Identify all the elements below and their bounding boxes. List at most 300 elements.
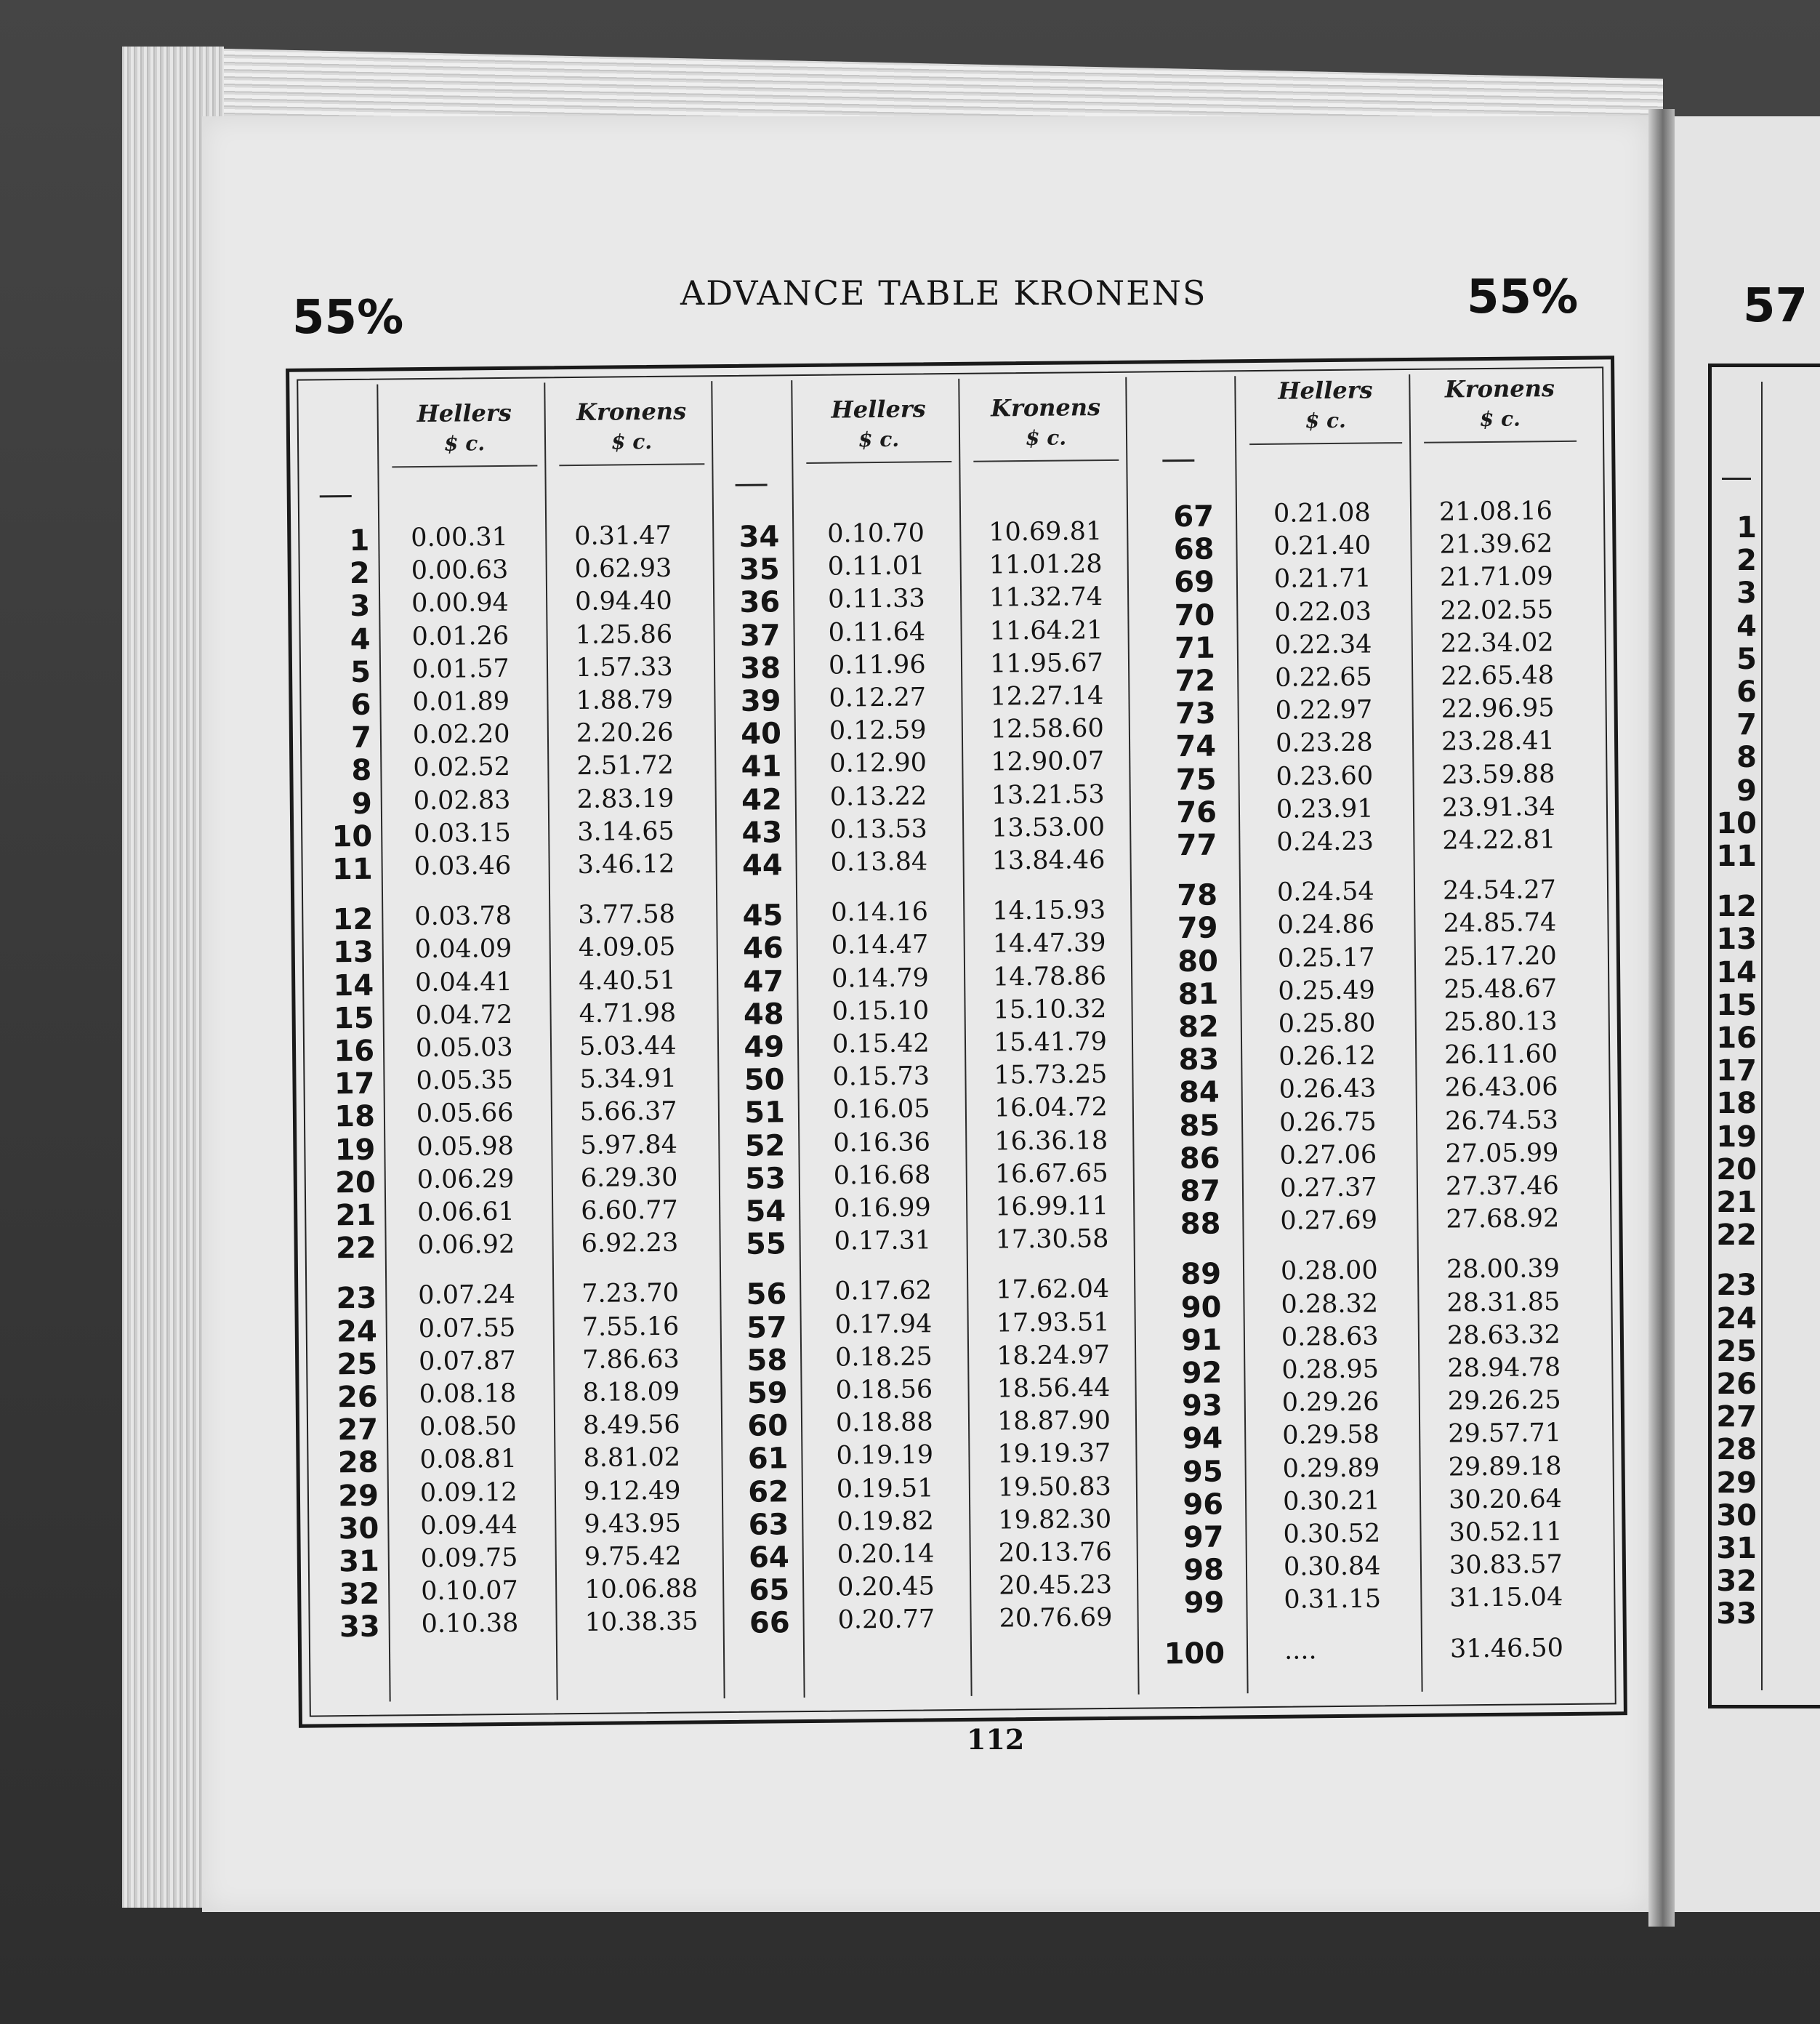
hellers-value: .... bbox=[1284, 1635, 1317, 1666]
row-number: 64 bbox=[748, 1541, 790, 1575]
hellers-value: 0.11.96 bbox=[828, 650, 926, 680]
row-number: 67 bbox=[1173, 499, 1215, 534]
hellers-value: 0.23.60 bbox=[1276, 761, 1374, 792]
kronens-value: 9.75.42 bbox=[584, 1541, 682, 1572]
hellers-value: 0.17.31 bbox=[834, 1226, 932, 1256]
hellers-value: 0.05.98 bbox=[416, 1131, 515, 1162]
kronens-value: 12.58.60 bbox=[990, 714, 1104, 744]
kronens-value: 22.02.55 bbox=[1440, 595, 1554, 626]
kronens-value: 28.94.78 bbox=[1447, 1353, 1561, 1384]
kronens-value: 29.26.25 bbox=[1447, 1386, 1561, 1416]
kronens-value: 24.85.74 bbox=[1443, 908, 1557, 939]
row-number: 33 bbox=[339, 1610, 380, 1644]
next-page-row-number: 12 bbox=[1716, 890, 1757, 924]
hellers-value: 0.25.17 bbox=[1277, 943, 1375, 973]
row-number: 47 bbox=[743, 964, 784, 999]
units-label: $ c. bbox=[443, 431, 486, 456]
kronens-value: 26.74.53 bbox=[1444, 1105, 1559, 1136]
hellers-value: 0.17.62 bbox=[834, 1276, 933, 1307]
row-number: 94 bbox=[1182, 1421, 1223, 1456]
hellers-value: 0.07.55 bbox=[418, 1313, 516, 1344]
kronens-value: 1.88.79 bbox=[576, 685, 674, 716]
row-number: 50 bbox=[744, 1063, 785, 1097]
row-number: 37 bbox=[739, 618, 781, 653]
hellers-value: 0.27.37 bbox=[1279, 1173, 1377, 1203]
hellers-value: 0.20.45 bbox=[837, 1572, 935, 1602]
hellers-value: 0.09.12 bbox=[419, 1477, 518, 1508]
next-page-row-number: 9 bbox=[1736, 774, 1757, 808]
kronens-value: 6.92.23 bbox=[581, 1228, 679, 1259]
hellers-value: 0.27.69 bbox=[1280, 1205, 1378, 1236]
kronens-value: 22.96.95 bbox=[1441, 694, 1555, 724]
row-number: 86 bbox=[1179, 1141, 1220, 1176]
kronens-value: 18.56.44 bbox=[996, 1373, 1111, 1404]
hellers-value: 0.03.78 bbox=[414, 901, 512, 932]
hellers-value: 0.08.18 bbox=[419, 1378, 517, 1410]
hellers-value: 0.02.83 bbox=[413, 785, 511, 816]
row-number: 17 bbox=[334, 1067, 375, 1101]
hellers-value: 0.06.61 bbox=[417, 1197, 515, 1228]
hellers-value: 0.11.33 bbox=[827, 584, 925, 615]
hellers-value: 0.10.07 bbox=[421, 1576, 519, 1607]
hellers-value: 0.17.94 bbox=[834, 1309, 933, 1340]
row-number: 18 bbox=[334, 1100, 376, 1134]
next-page-row-number: 28 bbox=[1716, 1433, 1757, 1467]
hellers-value: 0.25.49 bbox=[1278, 976, 1376, 1006]
kronens-value: 23.91.34 bbox=[1441, 792, 1555, 823]
kronens-value: 4.71.98 bbox=[579, 998, 677, 1029]
kronens-value: 8.49.56 bbox=[582, 1410, 680, 1441]
hellers-value: 0.03.15 bbox=[414, 818, 511, 848]
kronens-value: 15.73.25 bbox=[994, 1060, 1108, 1091]
hellers-value: 0.00.94 bbox=[411, 588, 509, 619]
kronens-value: 14.78.86 bbox=[992, 961, 1107, 992]
row-number: 4 bbox=[350, 622, 371, 656]
row-number: 32 bbox=[339, 1577, 380, 1612]
row-number: 2 bbox=[349, 556, 371, 591]
row-number: 71 bbox=[1174, 631, 1216, 665]
hellers-value: 0.16.36 bbox=[833, 1127, 931, 1158]
kronens-value: 19.82.30 bbox=[998, 1504, 1112, 1535]
kronens-value: 24.54.27 bbox=[1442, 875, 1557, 906]
row-number: 23 bbox=[336, 1282, 377, 1316]
hellers-value: 0.02.20 bbox=[412, 720, 510, 750]
row-number: 40 bbox=[741, 717, 782, 752]
kronens-value: 18.87.90 bbox=[996, 1406, 1111, 1437]
kronens-value: 29.89.18 bbox=[1448, 1451, 1562, 1482]
kronens-header-2 bbox=[973, 393, 1119, 462]
kronens-value: 1.25.86 bbox=[575, 619, 673, 650]
row-number: 54 bbox=[745, 1194, 786, 1229]
next-page-row-number: 6 bbox=[1736, 675, 1757, 709]
kronens-value: 4.40.51 bbox=[578, 965, 676, 996]
hellers-value: 0.21.71 bbox=[1273, 563, 1372, 595]
next-page-row-number: 19 bbox=[1716, 1120, 1757, 1154]
kronens-value: 23.28.41 bbox=[1441, 726, 1555, 757]
hellers-value: 0.06.92 bbox=[417, 1230, 515, 1261]
page-number: 112 bbox=[967, 1723, 1025, 1756]
row-number: 98 bbox=[1183, 1553, 1225, 1588]
hellers-value: 0.19.82 bbox=[837, 1506, 935, 1537]
hellers-value: 0.21.08 bbox=[1273, 498, 1371, 529]
row-number: 79 bbox=[1177, 911, 1218, 946]
row-number: 39 bbox=[740, 684, 781, 718]
units-label: $ c. bbox=[1479, 406, 1521, 432]
hellers-value: 0.15.10 bbox=[832, 996, 930, 1027]
row-number: 77 bbox=[1176, 828, 1217, 863]
row-number: 24 bbox=[336, 1314, 378, 1349]
hellers-label: Hellers bbox=[416, 398, 512, 428]
row-number: 44 bbox=[741, 848, 783, 883]
hellers-header-2 bbox=[805, 395, 951, 464]
hellers-value: 0.22.65 bbox=[1275, 662, 1372, 693]
hellers-value: 0.07.87 bbox=[418, 1346, 516, 1376]
hellers-value: 0.24.23 bbox=[1276, 827, 1374, 857]
hellers-value: 0.16.05 bbox=[832, 1094, 930, 1125]
kronens-value: 31.15.04 bbox=[1449, 1583, 1563, 1613]
kronens-value: 12.90.07 bbox=[991, 747, 1105, 777]
kronens-value: 7.23.70 bbox=[581, 1279, 680, 1309]
hellers-value: 0.28.32 bbox=[1281, 1289, 1379, 1320]
row-number: 59 bbox=[746, 1376, 788, 1410]
hellers-value: 0.02.52 bbox=[413, 752, 511, 783]
kronens-value: 31.46.50 bbox=[1449, 1633, 1564, 1664]
hellers-value: 0.24.54 bbox=[1276, 877, 1374, 907]
kronens-value: 11.64.21 bbox=[989, 615, 1103, 646]
hellers-header-1 bbox=[391, 399, 537, 468]
row-number: 31 bbox=[338, 1544, 380, 1579]
hellers-value: 0.14.16 bbox=[831, 897, 929, 928]
hellers-value: 0.30.84 bbox=[1283, 1551, 1381, 1582]
row-number: 3 bbox=[350, 590, 371, 624]
hellers-value: 0.13.53 bbox=[830, 814, 927, 845]
units-label: $ c. bbox=[1305, 408, 1346, 433]
kronens-value: 6.60.77 bbox=[581, 1195, 678, 1226]
row-number: 10 bbox=[331, 819, 373, 854]
kronens-value: 5.03.44 bbox=[579, 1031, 677, 1061]
hellers-value: 0.07.24 bbox=[418, 1280, 516, 1311]
next-page-row-number: 29 bbox=[1716, 1466, 1757, 1500]
column-rule bbox=[1761, 382, 1763, 1690]
row-number: 80 bbox=[1177, 944, 1219, 979]
row-number: 63 bbox=[748, 1508, 789, 1542]
next-page-row-number: 23 bbox=[1716, 1269, 1757, 1303]
hellers-value: 0.04.41 bbox=[414, 967, 512, 997]
next-page-row-number: 16 bbox=[1716, 1021, 1757, 1055]
row-number: 20 bbox=[334, 1165, 377, 1200]
next-page-row-number: 15 bbox=[1716, 988, 1757, 1022]
row-number: 34 bbox=[738, 520, 780, 554]
next-page-row-number: 3 bbox=[1736, 577, 1757, 611]
hellers-value: 0.09.75 bbox=[420, 1543, 518, 1574]
kronens-value: 30.20.64 bbox=[1448, 1484, 1563, 1515]
hellers-value: 0.16.68 bbox=[833, 1160, 931, 1191]
units-label: $ c. bbox=[858, 427, 900, 452]
hellers-value: 0.10.70 bbox=[827, 518, 925, 549]
hellers-value: 0.01.89 bbox=[412, 686, 510, 718]
row-number: 41 bbox=[741, 750, 782, 784]
hellers-label: Hellers bbox=[1278, 376, 1373, 405]
hellers-value: 0.26.43 bbox=[1279, 1074, 1377, 1105]
next-page-row-number: 30 bbox=[1716, 1498, 1757, 1533]
kronens-value: 5.66.37 bbox=[579, 1097, 677, 1128]
hellers-value: 0.29.58 bbox=[1282, 1420, 1380, 1451]
next-page-row-number: 24 bbox=[1716, 1301, 1757, 1336]
next-page-row-number: 27 bbox=[1716, 1400, 1757, 1434]
row-number: 75 bbox=[1175, 763, 1217, 797]
hellers-value: 0.00.63 bbox=[411, 555, 509, 586]
kronens-value: 16.99.11 bbox=[994, 1192, 1109, 1222]
row-number: 35 bbox=[738, 553, 780, 587]
row-number: 16 bbox=[334, 1034, 375, 1069]
kronens-value: 20.45.23 bbox=[998, 1570, 1113, 1601]
hellers-value: 0.11.64 bbox=[828, 617, 926, 648]
conversion-table bbox=[286, 356, 1627, 1727]
row-number: 52 bbox=[744, 1128, 786, 1163]
hellers-label: Hellers bbox=[831, 395, 926, 424]
next-page-row-number: 2 bbox=[1736, 544, 1757, 578]
next-page-row-number: 26 bbox=[1716, 1368, 1757, 1401]
hellers-value: 0.24.86 bbox=[1277, 909, 1375, 941]
hellers-value: 0.28.00 bbox=[1280, 1256, 1378, 1287]
hellers-value: 0.08.50 bbox=[419, 1412, 517, 1442]
hellers-value: 0.27.06 bbox=[1279, 1140, 1377, 1170]
next-page-row-number: 8 bbox=[1736, 741, 1757, 775]
hellers-value: 0.18.88 bbox=[835, 1407, 933, 1438]
hellers-value: 0.00.31 bbox=[411, 522, 509, 553]
kronens-value: 2.20.26 bbox=[576, 718, 674, 749]
hellers-value: 0.15.73 bbox=[832, 1061, 930, 1092]
row-number: 1 bbox=[349, 523, 370, 558]
kronens-value: 7.55.16 bbox=[581, 1312, 680, 1342]
number-column-dash bbox=[1162, 459, 1194, 462]
hellers-value: 0.04.72 bbox=[415, 1000, 513, 1030]
row-number: 36 bbox=[739, 585, 781, 620]
row-number: 65 bbox=[749, 1573, 790, 1607]
kronens-value: 19.50.83 bbox=[997, 1471, 1111, 1503]
next-page-percent: 57 bbox=[1743, 279, 1808, 333]
hellers-value: 0.19.51 bbox=[836, 1473, 934, 1504]
kronens-value: 28.31.85 bbox=[1446, 1287, 1561, 1318]
kronens-value: 13.84.46 bbox=[991, 846, 1106, 876]
row-number: 74 bbox=[1175, 729, 1217, 764]
row-number: 62 bbox=[748, 1474, 789, 1509]
kronens-value: 0.31.47 bbox=[574, 521, 672, 552]
next-page-row-number: 18 bbox=[1716, 1087, 1757, 1121]
next-page-row-number: 10 bbox=[1716, 806, 1757, 840]
page-title: ADVANCE TABLE KRONENS bbox=[680, 273, 1207, 313]
hellers-value: 0.16.99 bbox=[834, 1193, 931, 1224]
row-number: 73 bbox=[1175, 696, 1216, 731]
hellers-value: 0.28.63 bbox=[1281, 1322, 1379, 1352]
row-number: 85 bbox=[1179, 1109, 1220, 1143]
row-number: 91 bbox=[1181, 1323, 1223, 1357]
row-number: 43 bbox=[741, 816, 783, 850]
row-number: 69 bbox=[1174, 565, 1215, 600]
hellers-value: 0.19.19 bbox=[836, 1440, 934, 1471]
hellers-value: 0.29.89 bbox=[1282, 1453, 1380, 1484]
hellers-value: 0.25.80 bbox=[1278, 1008, 1376, 1039]
kronens-value: 22.34.02 bbox=[1440, 627, 1554, 659]
next-page-row-number: 4 bbox=[1736, 609, 1757, 643]
row-number: 11 bbox=[331, 852, 373, 887]
kronens-value: 11.32.74 bbox=[988, 582, 1103, 613]
kronens-value: 10.06.88 bbox=[584, 1574, 698, 1605]
row-number: 90 bbox=[1180, 1290, 1222, 1325]
row-number: 72 bbox=[1175, 664, 1216, 699]
kronens-value: 13.21.53 bbox=[991, 779, 1105, 811]
row-number: 7 bbox=[350, 720, 372, 755]
hellers-value: 0.03.46 bbox=[414, 851, 512, 882]
kronens-value: 10.38.35 bbox=[584, 1607, 698, 1638]
row-number: 9 bbox=[351, 787, 373, 821]
row-number: 56 bbox=[746, 1277, 787, 1312]
row-number: 57 bbox=[746, 1310, 787, 1345]
kronens-value: 3.14.65 bbox=[577, 816, 675, 847]
kronens-value: 28.00.39 bbox=[1446, 1254, 1561, 1285]
row-number: 51 bbox=[744, 1096, 786, 1131]
next-page-row-number: 20 bbox=[1716, 1152, 1757, 1186]
row-number: 95 bbox=[1182, 1455, 1223, 1489]
kronens-value: 5.34.91 bbox=[579, 1064, 677, 1095]
kronens-value: 0.62.93 bbox=[574, 553, 672, 585]
hellers-value: 0.29.26 bbox=[1281, 1387, 1380, 1418]
row-number: 82 bbox=[1177, 1010, 1220, 1045]
row-number: 89 bbox=[1180, 1257, 1222, 1292]
next-page-row-number: 14 bbox=[1716, 955, 1757, 989]
kronens-value: 30.52.11 bbox=[1449, 1517, 1563, 1548]
kronens-label: Kronens bbox=[576, 397, 687, 426]
next-page-row-number: 21 bbox=[1716, 1186, 1757, 1219]
kronens-value: 21.39.62 bbox=[1439, 529, 1553, 560]
hellers-value: 0.26.12 bbox=[1279, 1041, 1377, 1072]
row-number: 26 bbox=[337, 1380, 378, 1415]
units-label: $ c. bbox=[611, 429, 653, 454]
row-number: 46 bbox=[742, 931, 784, 966]
hellers-value: 0.28.95 bbox=[1281, 1354, 1380, 1385]
kronens-value: 25.17.20 bbox=[1443, 941, 1557, 972]
kronens-value: 2.83.19 bbox=[576, 784, 675, 814]
kronens-value: 4.09.05 bbox=[578, 933, 676, 963]
kronens-value: 12.27.14 bbox=[990, 681, 1104, 712]
hellers-value: 0.12.90 bbox=[829, 748, 927, 779]
number-column-dash bbox=[1722, 478, 1751, 480]
kronens-value: 27.37.46 bbox=[1445, 1171, 1559, 1202]
next-page-table bbox=[1708, 364, 1820, 1708]
row-number: 93 bbox=[1181, 1389, 1223, 1423]
hellers-value: 0.09.44 bbox=[420, 1510, 518, 1541]
hellers-value: 0.13.22 bbox=[829, 781, 927, 812]
kronens-value: 11.01.28 bbox=[988, 550, 1103, 580]
kronens-value: 11.95.67 bbox=[989, 648, 1104, 679]
percent-left: 55% bbox=[292, 291, 404, 345]
kronens-value: 8.18.09 bbox=[582, 1377, 680, 1407]
next-page-row-number: 33 bbox=[1716, 1597, 1757, 1631]
hellers-value: 0.05.03 bbox=[415, 1032, 513, 1064]
number-column-dash bbox=[320, 495, 352, 497]
row-number: 70 bbox=[1174, 598, 1215, 632]
kronens-value: 30.83.57 bbox=[1449, 1550, 1563, 1581]
next-page-row-number: 13 bbox=[1716, 923, 1757, 957]
kronens-value: 25.80.13 bbox=[1443, 1007, 1558, 1037]
kronens-label: Kronens bbox=[990, 393, 1101, 422]
kronens-value: 26.11.60 bbox=[1444, 1040, 1558, 1070]
kronens-value: 17.93.51 bbox=[996, 1307, 1110, 1338]
kronens-value: 0.94.40 bbox=[574, 587, 672, 617]
row-number: 87 bbox=[1180, 1174, 1221, 1209]
row-number: 78 bbox=[1177, 878, 1218, 913]
row-number: 68 bbox=[1173, 532, 1215, 567]
row-number: 15 bbox=[333, 1001, 374, 1036]
hellers-value: 0.20.14 bbox=[837, 1539, 935, 1570]
next-page-row-number: 11 bbox=[1716, 840, 1757, 873]
next-page-row-number: 7 bbox=[1736, 708, 1757, 742]
kronens-header-1 bbox=[558, 397, 704, 466]
kronens-value: 20.76.69 bbox=[999, 1603, 1113, 1634]
kronens-value: 14.15.93 bbox=[992, 896, 1106, 926]
row-number: 58 bbox=[746, 1344, 788, 1378]
next-page-row-number: 5 bbox=[1736, 642, 1757, 676]
row-number: 12 bbox=[332, 902, 374, 937]
row-number: 6 bbox=[350, 688, 371, 722]
kronens-label: Kronens bbox=[1444, 374, 1555, 403]
kronens-value: 17.62.04 bbox=[996, 1274, 1110, 1305]
kronens-value: 25.48.67 bbox=[1443, 973, 1558, 1005]
kronens-value: 18.24.97 bbox=[996, 1340, 1111, 1371]
hellers-value: 0.18.25 bbox=[834, 1342, 933, 1373]
kronens-value: 24.22.81 bbox=[1442, 825, 1556, 856]
kronens-value: 2.51.72 bbox=[576, 751, 675, 782]
kronens-value: 3.77.58 bbox=[578, 899, 676, 931]
kronens-value: 7.86.63 bbox=[581, 1344, 680, 1375]
next-page-row-number: 22 bbox=[1716, 1218, 1757, 1253]
hellers-value: 0.23.28 bbox=[1275, 728, 1373, 759]
kronens-value: 21.08.16 bbox=[1438, 497, 1553, 527]
row-number: 81 bbox=[1177, 977, 1219, 1011]
row-number: 100 bbox=[1164, 1637, 1225, 1671]
kronens-value: 23.59.88 bbox=[1441, 759, 1555, 790]
kronens-value: 19.19.37 bbox=[997, 1439, 1111, 1469]
percent-right: 55% bbox=[1467, 270, 1579, 324]
kronens-value: 15.41.79 bbox=[993, 1027, 1108, 1058]
kronens-value: 1.57.33 bbox=[575, 652, 673, 683]
units-label: $ c. bbox=[1025, 425, 1067, 451]
hellers-value: 0.01.57 bbox=[411, 654, 510, 684]
kronens-value: 5.97.84 bbox=[580, 1130, 678, 1160]
row-number: 53 bbox=[744, 1162, 786, 1196]
row-number: 60 bbox=[747, 1409, 789, 1443]
row-number: 28 bbox=[337, 1446, 379, 1480]
row-number: 99 bbox=[1183, 1586, 1225, 1621]
hellers-value: 0.23.91 bbox=[1276, 794, 1374, 824]
row-number: 19 bbox=[334, 1133, 376, 1167]
kronens-header-3 bbox=[1423, 374, 1577, 443]
hellers-value: 0.08.81 bbox=[419, 1445, 518, 1475]
hellers-value: 0.18.56 bbox=[835, 1375, 933, 1405]
row-number: 55 bbox=[745, 1227, 786, 1261]
row-number: 96 bbox=[1183, 1487, 1224, 1522]
kronens-value: 15.10.32 bbox=[993, 994, 1107, 1025]
hellers-value: 0.30.21 bbox=[1282, 1486, 1380, 1517]
kronens-value: 26.43.06 bbox=[1444, 1072, 1558, 1103]
kronens-value: 16.36.18 bbox=[994, 1125, 1108, 1157]
kronens-value: 9.12.49 bbox=[583, 1476, 681, 1506]
hellers-value: 0.31.15 bbox=[1284, 1584, 1382, 1615]
row-number: 8 bbox=[351, 754, 372, 788]
kronens-value: 27.68.92 bbox=[1446, 1204, 1560, 1234]
row-number: 38 bbox=[740, 651, 781, 686]
number-column-dash bbox=[736, 483, 768, 486]
